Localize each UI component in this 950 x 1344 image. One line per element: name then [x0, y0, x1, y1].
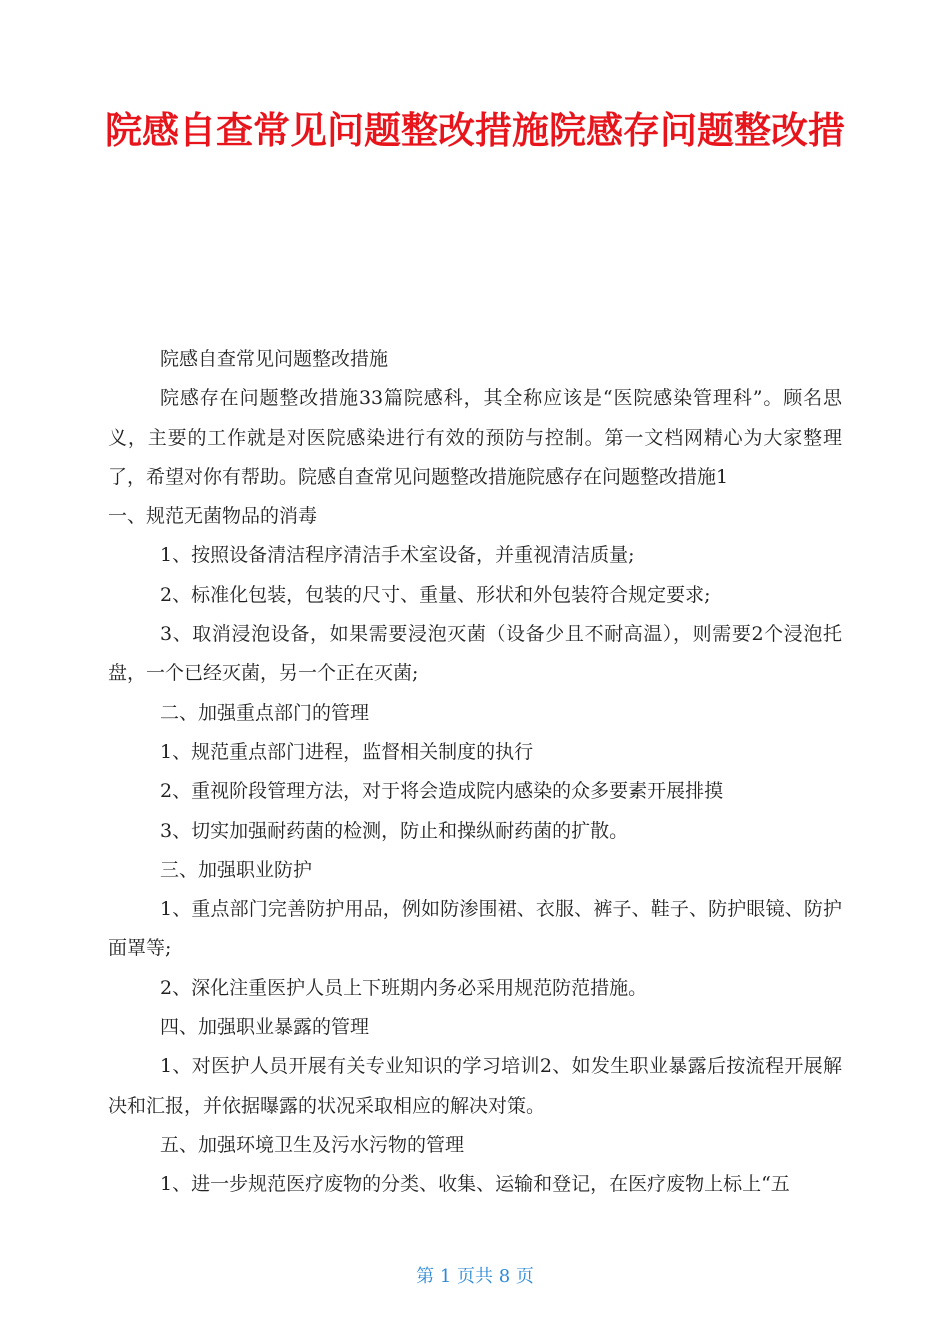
- paragraph: 1、进一步规范医疗废物的分类、收集、运输和登记，在医疗废物上标上“五: [160, 1173, 790, 1196]
- paragraph: 1、重点部门完善防护用品，例如防渗围裙、衣服、裤子、鞋子、防护眼镜、防护面罩等;: [108, 898, 842, 960]
- paragraph: 2、深化注重医护人员上下班期内务必采用规范防范措施。: [160, 976, 648, 999]
- section-heading: 四、加强职业暴露的管理: [160, 1016, 370, 1039]
- paragraph: 3、取消浸泡设备，如果需要浸泡灭菌（设备少且不耐高温），则需要2个浸泡托盘，一个已经灭菌，另一个正在灭菌;: [108, 623, 842, 685]
- paragraph: 2、重视阶段管理方法，对于将会造成院内感染的众多要素开展排摸: [160, 780, 724, 803]
- paragraph: 2、标准化包装，包装的尺寸、重量、形状和外包装符合规定要求;: [160, 583, 711, 606]
- section-heading: 二、加强重点部门的管理: [160, 701, 370, 724]
- document-body: [108, 340, 842, 1205]
- section-heading: 一、规范无菌物品的消毒: [108, 505, 318, 528]
- paragraph: 院感存在问题整改措施33篇院感科，其全称应该是“医院感染管理科”。顾名思义，主要的工作就是对医院感染进行有效的预防与控制。第一文档网精心为大家整理了，希望对你有帮助。院感自查常见问题整改措施院感存在问题整改措施1: [108, 387, 842, 488]
- section-heading: 三、加强职业防护: [160, 858, 313, 881]
- page-footer: 第 1 页共 8 页: [416, 1266, 534, 1287]
- paragraph: 1、规范重点部门进程，监督相关制度的执行: [160, 740, 534, 763]
- document-title: 院感自查常见问题整改措施院感存问题整改措: [105, 109, 845, 152]
- paragraph: 院感自查常见问题整改措施: [160, 348, 389, 370]
- paragraph: 1、按照设备清洁程序清洁手术室设备，并重视清洁质量;: [160, 544, 635, 567]
- section-heading: 五、加强环境卫生及污水污物的管理: [160, 1133, 465, 1156]
- paragraph: 1、对医护人员开展有关专业知识的学习培训2、如发生职业暴露后按流程开展解决和汇报，并依据曝露的状况采取相应的解决对策。: [108, 1055, 842, 1117]
- paragraph: 3、切实加强耐药菌的检测，防止和操纵耐药菌的扩散。: [160, 819, 629, 842]
